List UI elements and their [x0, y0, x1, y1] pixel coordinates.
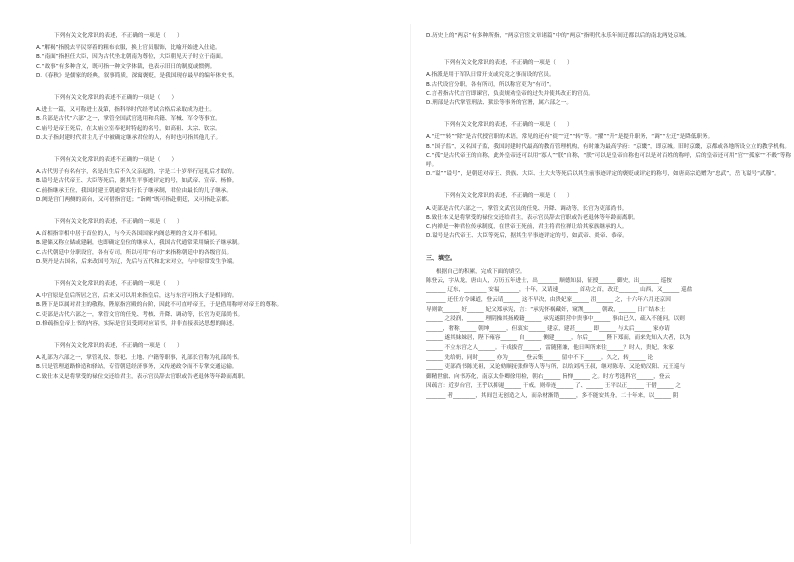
passage-line: 陈登云，字从龙，唐山人，万历五年进士，出_______ 顺德知县，征授______ 御史，出_______ 巡按 [426, 277, 672, 284]
option-d: D.太子指封建时代君主儿子中被确定继承君位的人，有时也可指其他儿子。 [36, 134, 222, 141]
right-column [426, 32, 794, 402]
option-d: D.契丹是古国名，后来改国号为辽，先后与五代和北宋对立，与中原常发生争端。 [36, 258, 238, 265]
question-block [36, 94, 408, 143]
question-stem: 下列有关文化常识的表述，不正确的一项是（ ） [54, 281, 183, 288]
option-b: B.谥号是古代帝王、大臣等死后，据其生平事迹评定的号，如武帝、宣帝、杨修。 [36, 178, 238, 185]
option-c: C.内禅是一种君位传承制度，在世帝王死前，君主将君位禅让给其家族继承的人。 [426, 224, 628, 231]
option-a: A.中宫原是皇后所居之宫，后来又可以用来指皇后，这与东宫可指太子是相同的。 [36, 293, 238, 300]
fill-passage [426, 277, 794, 402]
question-block [426, 59, 794, 108]
option-d: D.《春秋》是儒家的经典，叙事简质，深寓褒贬，是我国现存最早的编年体史书。 [36, 72, 238, 79]
option-c: C.致仕本义是将掌受的禄位交还给君主，表示官员辞去官职或告老退休等年龄而离职。 [36, 373, 249, 380]
question-stem: 下列有关文化常识的表述，不正确的一项是（ ） [54, 343, 183, 350]
passage-line: _______ 辽东，________ 安福_______，十年，又请速_______ 首功之首，改迁_______ 山西，又______ 巡盐 [426, 287, 693, 294]
option-a: A.礼部为六部之一，掌管礼仪、祭祀、土地、户籍等职事，礼部长官称为礼部尚书。 [36, 355, 243, 362]
question-block [36, 342, 408, 382]
question-stem: 下列有关文化常识的表述，不正确的一项是（ ） [444, 122, 573, 129]
option-d: D.刑部是古代掌管刑法、狱讼等事务的官署，属六部之一。 [426, 100, 572, 107]
option-a: A.首相指宰相中居于首位的人，与今天各国国家内阁总理的含义并不相同。 [36, 231, 221, 238]
option-b: B.古代设官分职，各有所司，所以称官吏为“有司”。 [426, 81, 555, 88]
option-d: D.阙是宫门两侧的高台，又可借指宫廷；“诣阙”既可指赴朝廷，又可指赴京都。 [36, 196, 233, 203]
option-d-continued: D.历史上的“两京”有多种所指，“两京官宦文章诸篇”中的“两京”指明代永乐年间迁都以后的南北两处京城。 [426, 33, 691, 39]
passage-line: ______ 先给奶，同时______ 亦为______ 登云集______ 留中不下______。久之，转______ 论 [426, 354, 654, 361]
fill-instruction: 根据自己的积累，完成下面的填空。 [436, 268, 526, 275]
section-title: 三、填空。 [426, 255, 457, 263]
option-b: B.建储又称立储或建嗣，也即确定皇位的继承人，我国古代通常采用嫡长子继承制。 [36, 240, 243, 247]
option-a: A.古代男子有名有字，名是出生后不久父亲起的，字是二十岁举行冠礼后才取的。 [36, 169, 238, 176]
option-c: C.庙号是帝王死后，在太庙立室奉祀时特起的名号，如高祖、太宗、钦宗。 [36, 125, 221, 132]
option-c: C.古代朝廷中分职设官，各有专司，所以可用“有司”来指称朝廷中的各级官员。 [36, 249, 233, 256]
option-a: A.指派是用于军队日常开支或究竟之事而设的官员。 [426, 72, 555, 79]
question-block [36, 218, 408, 267]
question-stem: 下列有关文化常识的表述不正确的一项是（ ） [54, 157, 178, 164]
question-block [36, 156, 408, 205]
option-b: B.“南面”指担任大臣，因为古代坐北朝南为尊位，大臣朝见天子时立于南面。 [36, 54, 227, 61]
option-c: C.“故事”有多种含义，既可指一种文学体裁，也表示旧日的制度或惯例。 [36, 63, 216, 70]
option-d: D.“谥”“谥号”，是朝廷对帝王、贵族、大臣、士大夫等死后以其生前事迹评定的褒贬或评定的称号，如唐高宗追赠为“忠武”，岳飞谥号“武穆”。 [426, 171, 780, 178]
option-b: B.兵部是古代“六部”之一，掌管全国武官选用和兵籍、军械、军令等事宜。 [36, 116, 221, 123]
option-d: D.修疏指皇帝上书的内容，实际是官员受到对应诏书，并非直接表达思想的陈述。 [36, 320, 238, 327]
option-c: C.言者指古代言官即谏官，负责规劝皇帝的过失并使其改正的官员。 [426, 90, 594, 97]
passage-line: 因疏言：近岁台官，王乎以抑遏______ 干戒，则牵连______ 了、______ 王平以正______ 干借______ 之 [426, 383, 682, 390]
question-block [36, 32, 408, 81]
question-block [36, 280, 408, 329]
question-stem: 下列有关文化常识的表述，不正确的一项是（ ） [444, 193, 573, 200]
passage-line: ______ 不立东宫之人______。干戎拔营______，雷随猪兼，他日叫所来往______？时人，贵妃，朱家 [426, 345, 674, 352]
question-stem: 下列有关文化常识的表述，不正确的一项是（ ） [444, 60, 573, 67]
question-stem: 下列有关文化常识的表述不正确的一项是（ ） [54, 95, 178, 102]
page-divider [410, 24, 411, 544]
question-stem: 下列有关文化常识的表述，不正确的一项是（ ） [54, 33, 183, 39]
passage-line: _______ 者________，其间岂无创造之人，而杂材渐错______，多不能安其身，二十年来，以______ 阴 [426, 392, 679, 399]
question-block [426, 121, 794, 179]
option-b: B.只是管理道路修造和驿站，专管朝廷经济事务，又传递政令而不专掌交通运输。 [36, 364, 238, 371]
option-c: C.前指继承王位，我国封建王朝通常实行长子继承制，君位由最长的儿子继承。 [36, 187, 232, 194]
passage-line: 御精世旅、向书苏化，南京太仆卿徐用检，朝右______ 旨惮______ 之。时方考选科官______，登云 [426, 373, 671, 380]
passage-line: ______ 吏部尚书陈光祖，又论劾顺抚张修等人等与所，以给刘冯王叔，继对陈寿、又论劾汉阳、元王巡与 [426, 364, 686, 371]
left-column [36, 32, 408, 395]
option-a: A.吏部是古代六部之一，掌管文武官员的任免、升降、调动等，长官为吏部尚书。 [426, 205, 628, 212]
option-a: A.“迁”“转”“除”是古代授官职的术语，常见的还有“徙”“迁”“转”等。“擢”“升”是提升职务，“调”“左迁”是降低职务。 [426, 134, 714, 141]
option-b: B.致仕本义是将掌受的禄位交还给君主，表示官员辞去官职或告老退休等年龄而离职。 [426, 214, 639, 221]
passage-line: ______ 之浸润，______ 理阴操其扬殿籍______ 承宪遂阴营中贵事中______ 事由已久，疏入不能问，以则 [426, 316, 685, 323]
passage-line: _______ 还任方令谏道，登云请______ 这不早决，由贵妃家______ 沮______ 之，十六年六月还京因 [426, 297, 671, 304]
passage-line: 导则欲______ 好______ 妃父郑承宪，言：“承宪怀祸藏奸，窥觊______ 朝政，______ 日广结本士 [426, 306, 666, 313]
option-c: C.吏部是古代六部之一，掌管文官的任免、考核、升降、调动等，长官为吏部尚书。 [36, 311, 244, 318]
option-c: C.“孤”是古代帝王的自称，此外皇帝还可以用“寡人”“朕”自称，“朕”可以是皇帝自称也可以是对百姓的称呼，后的皇帝还可用“官”“孤家”“不穀”等称呼。 [426, 152, 792, 169]
option-a: A.“解褐”指脱去平民穿着的粗布衣服，换上官员服饰，比喻开始进入仕途。 [36, 45, 221, 52]
option-b: B.陛下是臣属对君主的敬称，陛原指宫殿的台阶，因此不可直呼帝王，于是借用称呼对帝王的尊称。 [36, 302, 283, 309]
option-d: D.谥号是古代帝王、大臣等死后，据其生平事迹评定的号，如武帝、炎帝、恭帝。 [426, 233, 628, 240]
option-b: B.“国子监”，又名国子监，我国封建时代最高的教育管理机构，有时兼为最高学府：“京畿”，即京城。旧时京畿，京都或各地所设立立的教学机构。 [426, 143, 791, 150]
question-stem: 下列有关文化常识的表述，不正确的一项是（ ） [54, 219, 183, 226]
passage-line: ______，奢称______ 朝坤______，但衷实______ 建京，建甚______ 即______ 与太后______ 家亦请 [426, 325, 670, 332]
option-a: A.进士一篇，又可称进士及第，指科举时代经考试合格后录取成为进士。 [36, 107, 215, 114]
passage-line: ______ 遂其妹妹居，陛下雍容______ 自______ 侧建______，尔后______ 陛下郑而，而来先知入大者，以为 [426, 335, 691, 342]
question-block [426, 192, 794, 241]
